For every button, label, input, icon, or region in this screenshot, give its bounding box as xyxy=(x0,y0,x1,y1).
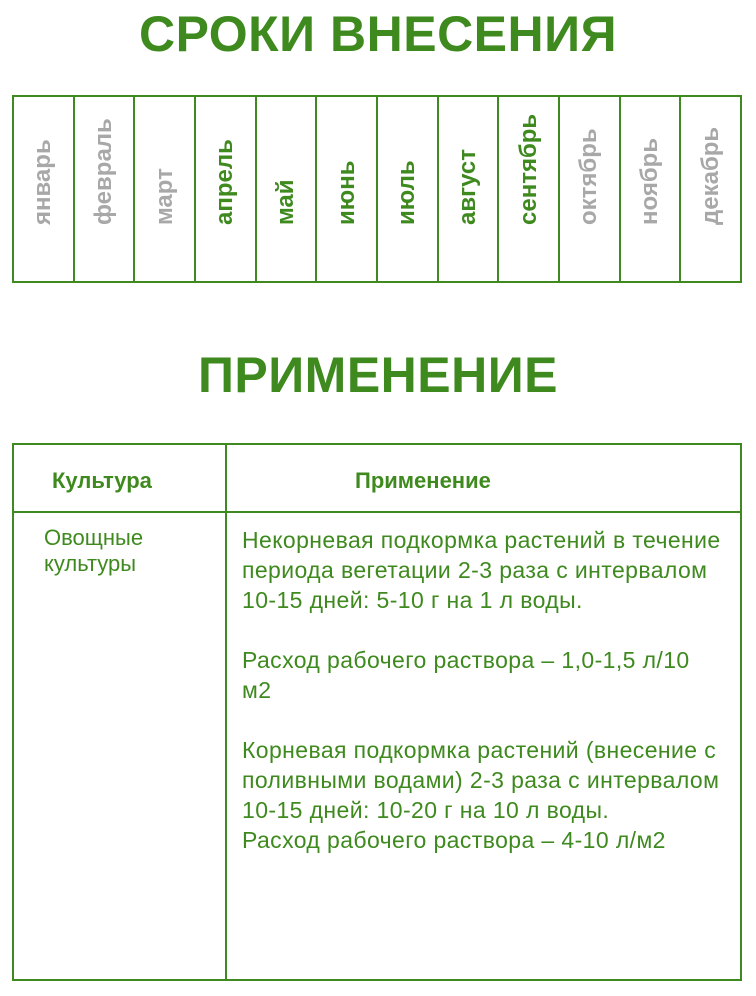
month-label: апрель xyxy=(211,139,239,225)
month-cell-october xyxy=(560,97,621,281)
month-label: ноябрь xyxy=(636,137,664,225)
application-paragraph: Корневая подкормка растений (внесение с поливными водами) 2-3 раза с интервалом 10-15 дней: 10-20 г на 10 л воды. xyxy=(242,737,720,823)
month-cell-june xyxy=(317,97,378,281)
months-table xyxy=(12,95,742,283)
month-cell-april xyxy=(196,97,257,281)
month-label: январь xyxy=(29,139,57,225)
month-cell-november xyxy=(621,97,682,281)
application-paragraph: Некорневая подкормка растений в течение периода вегетации 2-3 раза с интервалом 10-15 дней: 5-10 г на 1 л воды. xyxy=(242,527,721,613)
table-column-divider xyxy=(225,445,227,979)
table-header-divider xyxy=(14,511,740,513)
month-cell-august xyxy=(439,97,500,281)
header-culture: Культура xyxy=(52,468,152,493)
cell-application xyxy=(242,525,722,855)
month-cell-january xyxy=(14,97,75,281)
month-cell-september xyxy=(499,97,560,281)
month-label: июль xyxy=(393,160,421,225)
month-label: июнь xyxy=(332,160,360,225)
month-label: февраль xyxy=(90,118,117,225)
timing-section-title: СРОКИ ВНЕСЕНИЯ xyxy=(138,6,618,62)
application-paragraph: Расход рабочего раствора – 4-10 л/м2 xyxy=(242,827,666,853)
cell-culture: Овощные культуры xyxy=(44,525,144,576)
month-label: декабрь xyxy=(696,126,724,225)
month-label: март xyxy=(150,168,178,225)
application-section-title: ПРИМЕНЕНИЕ xyxy=(197,347,559,403)
month-label: октябрь xyxy=(575,128,603,225)
month-label: сентябрь xyxy=(514,113,542,225)
month-label: май xyxy=(272,179,300,225)
month-cell-july xyxy=(378,97,439,281)
month-cell-december xyxy=(681,97,740,281)
month-label: август xyxy=(454,149,482,225)
application-paragraph: Расход рабочего раствора – 1,0-1,5 л/10 м2 xyxy=(242,647,690,703)
application-table xyxy=(12,443,742,981)
header-application: Применение xyxy=(355,468,491,493)
month-cell-march xyxy=(135,97,196,281)
month-cell-may xyxy=(257,97,318,281)
month-cell-february xyxy=(75,97,136,281)
